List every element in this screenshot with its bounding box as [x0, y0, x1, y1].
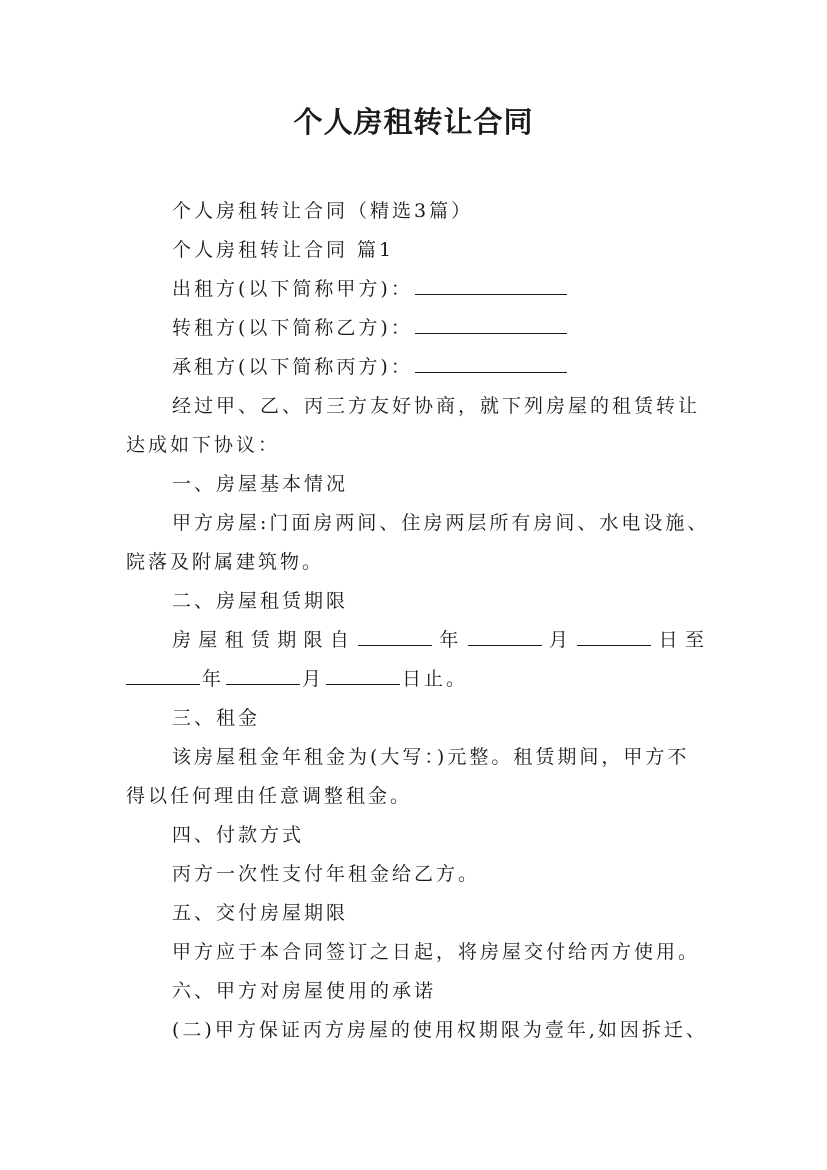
section-1-line-2: 院落及附属建筑物。	[126, 551, 325, 573]
section-6-heading: 六、甲方对房屋使用的承诺	[172, 980, 437, 1002]
lease-term-prefix: 房屋租赁期限自	[172, 629, 357, 651]
start-day-label: 日至	[653, 629, 706, 651]
lease-term-line-2	[126, 660, 706, 699]
section-3-line-1: 该房屋租金年租金为(大写：)元整。租赁期间，甲方不	[172, 746, 690, 768]
end-month-label: 月	[302, 668, 325, 690]
party-c-label: 承租方(以下简称丙方)：	[172, 356, 413, 378]
party-c-blank	[415, 352, 567, 373]
section-2-heading: 二、房屋租赁期限	[172, 590, 349, 612]
party-b-line	[126, 309, 706, 348]
section-4-line-1: 丙方一次性支付年租金给乙方。	[172, 863, 481, 885]
start-day-blank	[577, 625, 651, 646]
party-a-blank	[415, 274, 567, 295]
section-3-heading: 三、租金	[172, 707, 261, 729]
section-heading: 个人房租转让合同 篇1	[172, 239, 395, 261]
end-month-blank	[226, 664, 300, 685]
start-year-label: 年	[434, 629, 466, 651]
end-day-label: 日止。	[402, 668, 469, 690]
end-year-blank	[126, 664, 200, 685]
document-subtitle: 个人房租转让合同（精选3篇）	[172, 200, 474, 222]
intro-line-1: 经过甲、乙、丙三方友好协商，就下列房屋的租赁转让	[172, 395, 701, 417]
end-day-blank	[326, 664, 400, 685]
party-a-label: 出租方(以下简称甲方)：	[172, 278, 413, 300]
section-5-line-1: 甲方应于本合同签订之日起，将房屋交付给丙方使用。	[172, 941, 701, 963]
start-month-label: 月	[543, 629, 576, 651]
section-4-heading: 四、付款方式	[172, 824, 305, 846]
section-3-line-2: 得以任何理由任意调整租金。	[126, 785, 413, 807]
section-1-heading: 一、房屋基本情况	[172, 473, 349, 495]
party-c-line	[126, 348, 706, 387]
lease-term-line-1	[126, 621, 706, 660]
party-a-line	[126, 270, 706, 309]
party-b-blank	[415, 313, 567, 334]
end-year-label: 年	[202, 668, 225, 690]
start-year-blank	[358, 625, 432, 646]
intro-line-2: 达成如下协议：	[126, 434, 281, 456]
page-title: 个人房租转让合同	[293, 105, 534, 139]
document-body	[126, 192, 710, 1050]
section-6-line-1: (二)甲方保证丙方房屋的使用权期限为壹年,如因拆迁、	[172, 1019, 708, 1041]
start-month-blank	[468, 625, 542, 646]
party-b-label: 转租方(以下简称乙方)：	[172, 317, 413, 339]
section-1-line-1: 甲方房屋:门面房两间、住房两层所有房间、水电设施、	[172, 512, 710, 534]
section-5-heading: 五、交付房屋期限	[172, 902, 349, 924]
